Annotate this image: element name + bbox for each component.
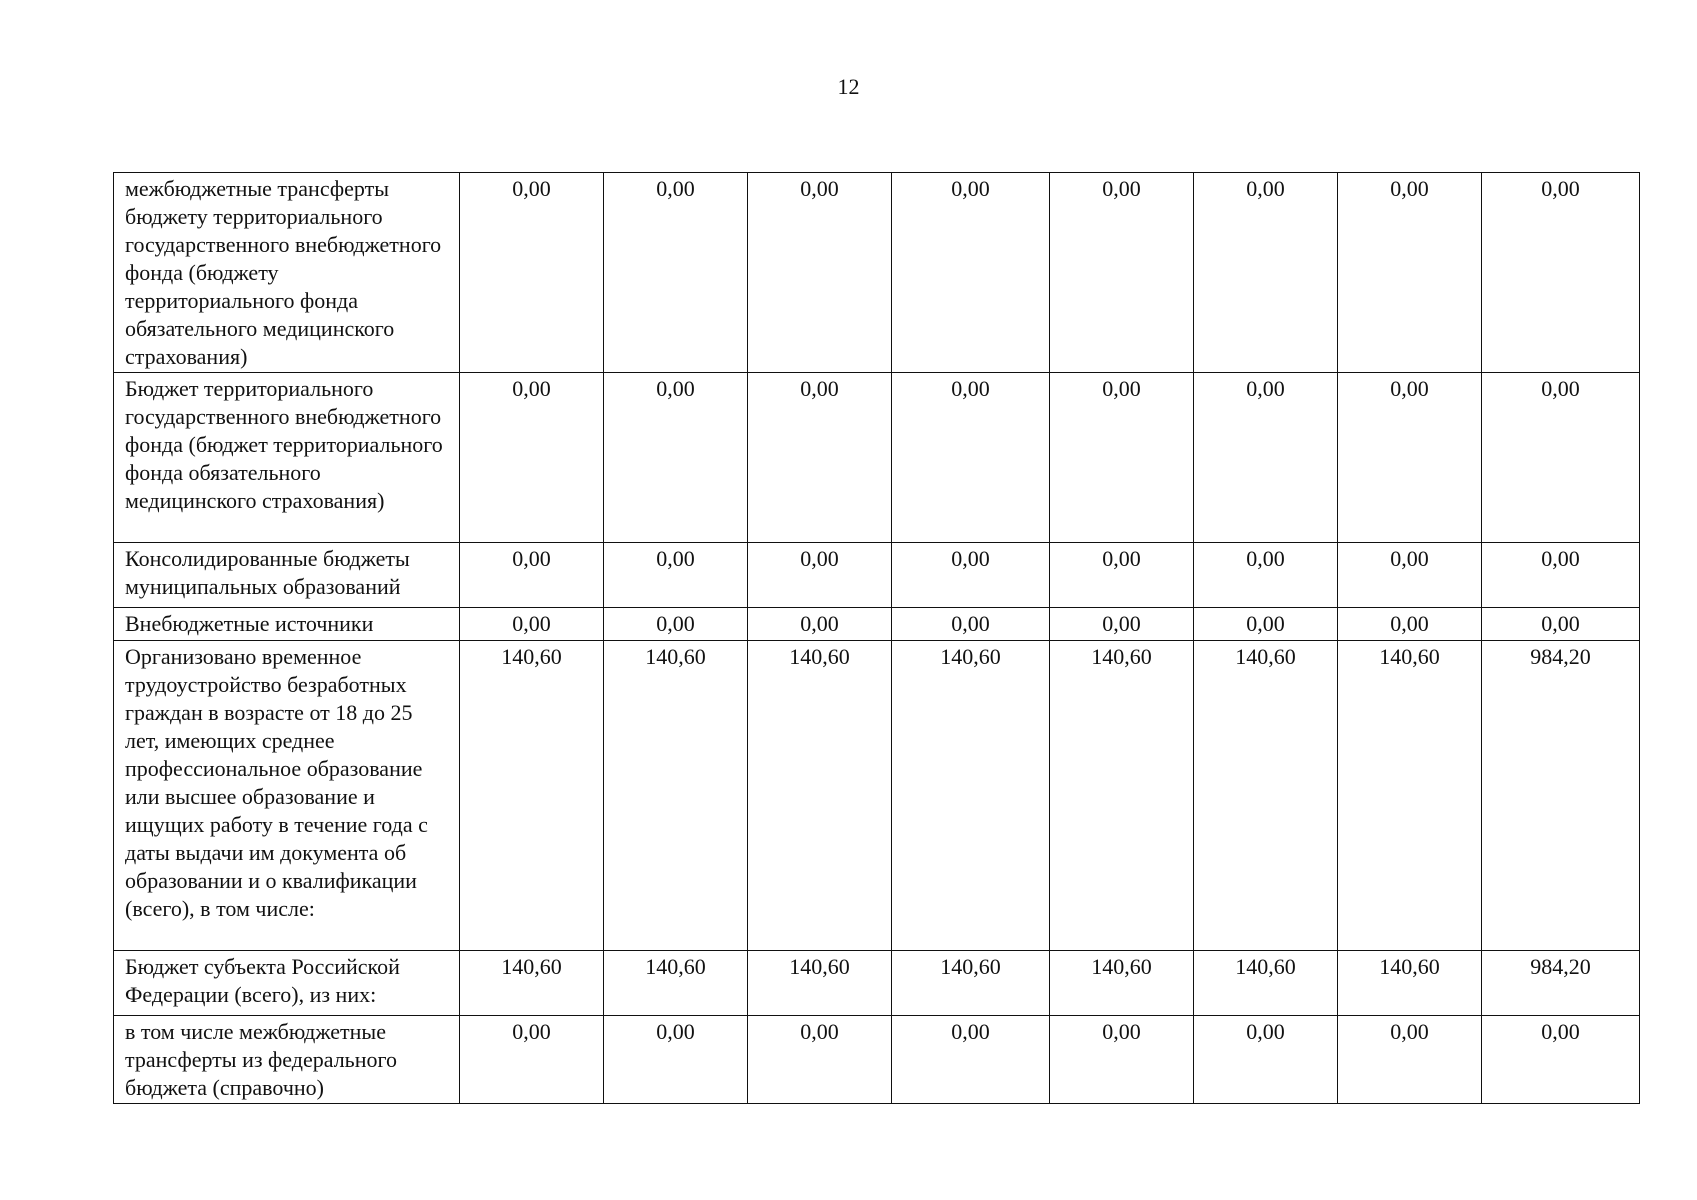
cell-value: 0,00 — [460, 1016, 604, 1104]
cell-value: 0,00 — [748, 1016, 892, 1104]
row-label: Внебюджетные источники — [114, 608, 460, 641]
cell-value: 0,00 — [1194, 608, 1338, 641]
cell-value: 140,60 — [460, 951, 604, 1016]
cell-value: 140,60 — [1050, 951, 1194, 1016]
row-label: в том числе межбюджетные трансферты из федерального бюджета (справочно) — [114, 1016, 460, 1104]
cell-value: 140,60 — [1194, 951, 1338, 1016]
cell-value: 0,00 — [1482, 543, 1640, 608]
cell-value: 0,00 — [1050, 173, 1194, 373]
cell-value: 0,00 — [604, 608, 748, 641]
cell-value: 0,00 — [1194, 173, 1338, 373]
cell-value: 0,00 — [748, 608, 892, 641]
table-row — [114, 641, 1640, 951]
cell-value: 0,00 — [604, 543, 748, 608]
cell-value: 0,00 — [604, 173, 748, 373]
cell-value: 0,00 — [1050, 373, 1194, 543]
table-row — [114, 173, 1640, 373]
cell-value: 984,20 — [1482, 641, 1640, 951]
cell-value: 0,00 — [892, 608, 1050, 641]
cell-value: 0,00 — [1338, 543, 1482, 608]
cell-value: 140,60 — [460, 641, 604, 951]
row-label: Бюджет субъекта Российской Федерации (всего), из них: — [114, 951, 460, 1016]
cell-value: 0,00 — [748, 543, 892, 608]
cell-value: 0,00 — [892, 1016, 1050, 1104]
cell-value: 0,00 — [748, 173, 892, 373]
cell-value: 0,00 — [1482, 373, 1640, 543]
cell-value: 0,00 — [604, 1016, 748, 1104]
cell-value: 0,00 — [1194, 1016, 1338, 1104]
cell-value: 140,60 — [604, 641, 748, 951]
row-label: Бюджет территориального государственного внебюджетного фонда (бюджет территориального фонда обязательного медицинского страхования) — [114, 373, 460, 543]
cell-value: 0,00 — [1194, 543, 1338, 608]
cell-value: 140,60 — [604, 951, 748, 1016]
cell-value: 0,00 — [892, 543, 1050, 608]
cell-value: 0,00 — [1338, 373, 1482, 543]
cell-value: 0,00 — [892, 373, 1050, 543]
page-number: 12 — [837, 74, 860, 99]
row-label: Организовано временное трудоустройство безработных граждан в возрасте от 18 до 25 лет, имеющих среднее профессиональное образование или высшее образование и ищущих работу в течение года с даты выдачи им документа об образовании и о квалификации (всего), в том числе: — [114, 641, 460, 951]
cell-value: 984,20 — [1482, 951, 1640, 1016]
cell-value: 0,00 — [1050, 1016, 1194, 1104]
table-row — [114, 543, 1640, 608]
cell-value: 140,60 — [748, 641, 892, 951]
row-label: межбюджетные трансферты бюджету территориального государственного внебюджетного фонда (бюджету территориального фонда обязательного медицинского страхования) — [114, 173, 460, 373]
cell-value: 0,00 — [1194, 373, 1338, 543]
cell-value: 140,60 — [1050, 641, 1194, 951]
cell-value: 140,60 — [892, 641, 1050, 951]
budget-table — [113, 172, 1640, 1104]
cell-value: 0,00 — [1338, 173, 1482, 373]
cell-value: 140,60 — [892, 951, 1050, 1016]
cell-value: 0,00 — [1482, 173, 1640, 373]
table-row — [114, 608, 1640, 641]
cell-value: 0,00 — [460, 608, 604, 641]
cell-value: 0,00 — [1482, 608, 1640, 641]
cell-value: 0,00 — [1338, 608, 1482, 641]
cell-value: 140,60 — [1338, 641, 1482, 951]
table-row — [114, 373, 1640, 543]
table-row — [114, 951, 1640, 1016]
cell-value: 0,00 — [1482, 1016, 1640, 1104]
cell-value: 0,00 — [1050, 543, 1194, 608]
cell-value: 0,00 — [892, 173, 1050, 373]
row-label: Консолидированные бюджеты муниципальных образований — [114, 543, 460, 608]
cell-value: 140,60 — [748, 951, 892, 1016]
cell-value: 0,00 — [460, 173, 604, 373]
cell-value: 0,00 — [604, 373, 748, 543]
table-row — [114, 1016, 1640, 1104]
cell-value: 0,00 — [460, 373, 604, 543]
cell-value: 0,00 — [1050, 608, 1194, 641]
cell-value: 0,00 — [460, 543, 604, 608]
cell-value: 140,60 — [1194, 641, 1338, 951]
cell-value: 140,60 — [1338, 951, 1482, 1016]
cell-value: 0,00 — [1338, 1016, 1482, 1104]
cell-value: 0,00 — [748, 373, 892, 543]
